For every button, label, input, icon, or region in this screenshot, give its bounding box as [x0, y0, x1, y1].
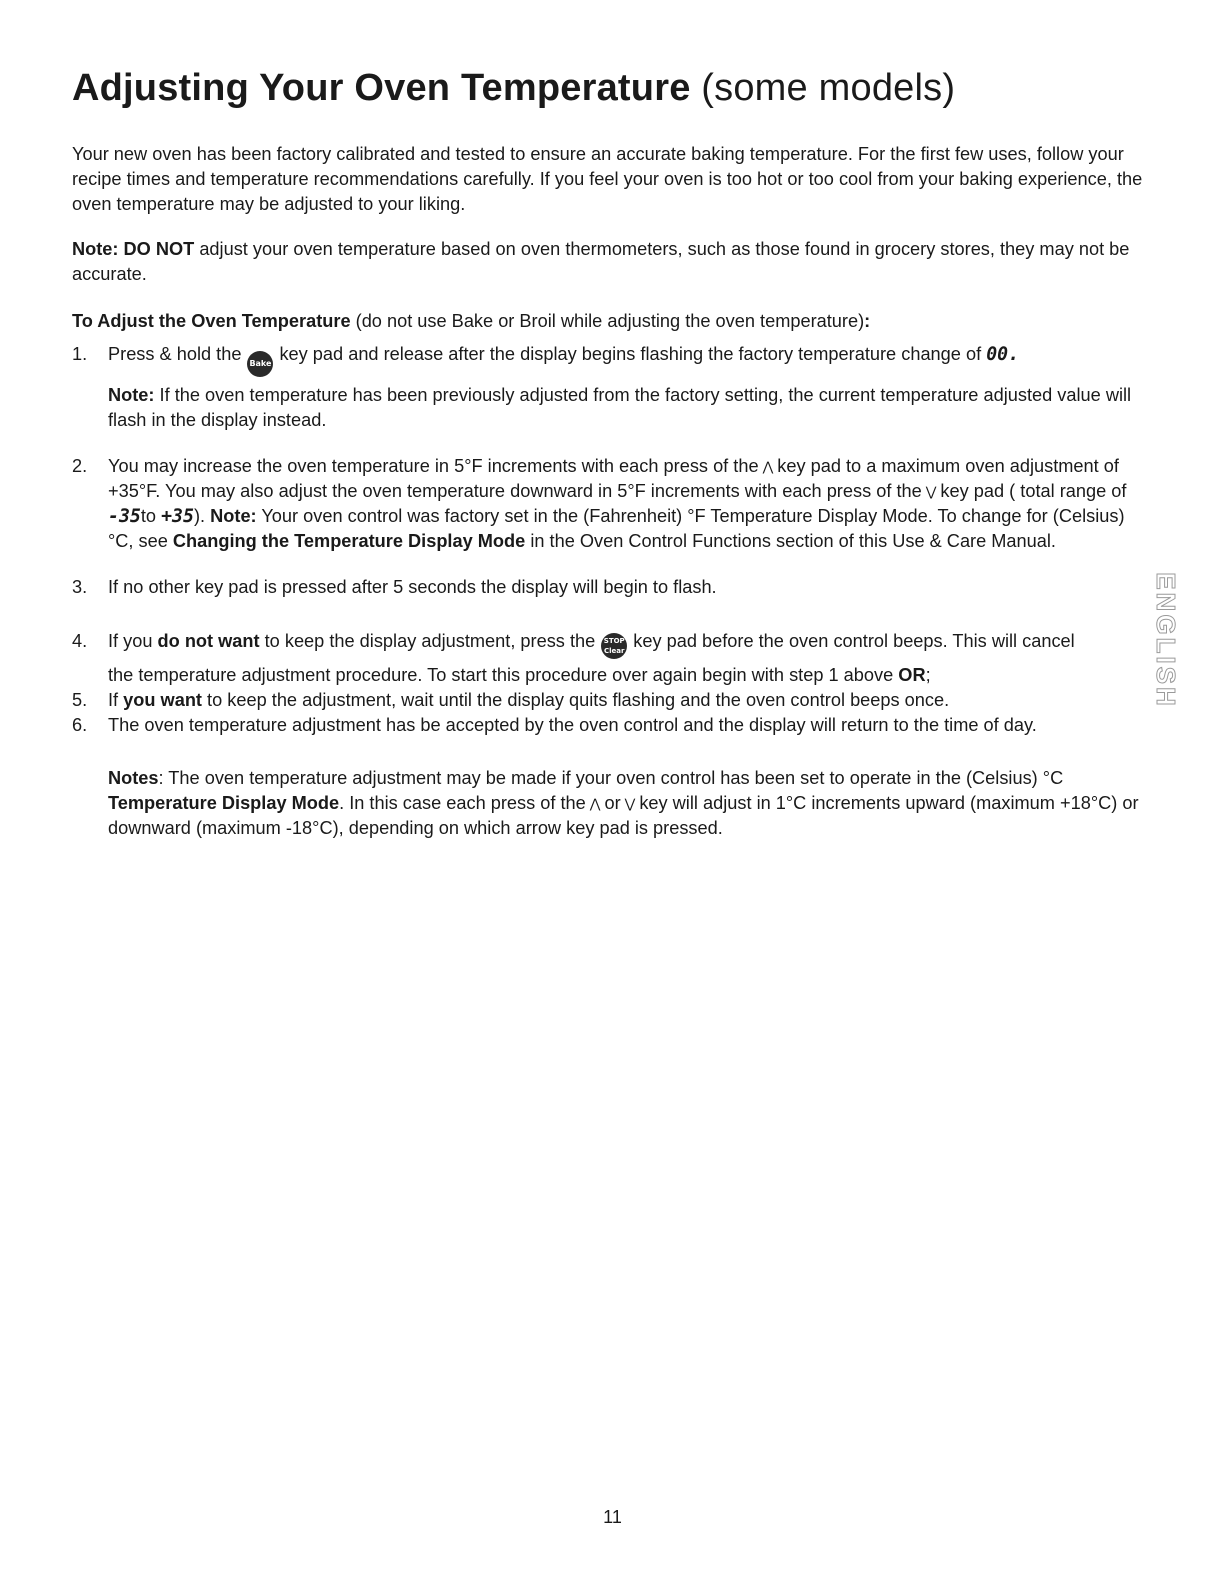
adjust-heading-text: (do not use Bake or Broil while adjusting the oven temperature): [350, 311, 865, 331]
step-number: 4.: [72, 631, 88, 651]
step-1-text-b: key pad and release after the display begins flashing the factory temperature change of: [279, 344, 982, 364]
note-thermometer: [72, 237, 1152, 287]
step-4-or: OR: [898, 665, 926, 685]
notes-label: Notes: [108, 768, 159, 788]
notes-text-b: . In this case each press of the: [339, 793, 586, 813]
step-4-text-a: If you: [108, 631, 153, 651]
range-high: +35: [161, 506, 194, 527]
stop-key-line-1: STOP: [603, 637, 625, 645]
step-4-text-d: the temperature adjustment procedure. To start this procedure over again begin with step 1 above: [108, 665, 894, 685]
step-4-text-c: key pad before the oven control beeps. This will cancel: [633, 631, 1075, 651]
stop-key-line-2: Clear: [604, 647, 625, 655]
step-2-text-d: ).: [193, 506, 206, 526]
step-2-text-e: Your oven control was factory set in the (Fahrenheit) °F Temperature Display Mode. To change for (Celsius) °C, see: [108, 506, 1125, 551]
note-label: Note: DO NOT: [72, 239, 195, 259]
notes-text-a: : The oven temperature adjustment may be made if your oven control has been set to operate in the (Celsius) °C: [158, 768, 1064, 788]
step-5: [72, 688, 1152, 713]
down-arrow-icon: ⋁: [925, 484, 937, 499]
range-to: to: [140, 506, 157, 526]
step-1-note-text: If the oven temperature has been previously adjusted from the factory setting, the current temperature adjusted value will flash in the display instead.: [108, 385, 1132, 430]
range-low: -35: [108, 506, 141, 527]
step-2-text-f: in the Oven Control Functions section of this Use & Care Manual.: [525, 531, 1056, 551]
step-number: 1.: [72, 344, 88, 364]
step-2-note-label: Note:: [210, 506, 257, 526]
adjust-heading-bold: To Adjust the Oven Temperature: [72, 311, 351, 331]
step-2-text-b: key pad to a maximum oven adjustment of +35°F. You may also adjust the oven temperature downward in 5°F increments with each press of the: [108, 456, 1119, 501]
step-5-bold: you want: [123, 690, 202, 710]
display-code: 00.: [986, 344, 1020, 365]
step-1: [72, 342, 1152, 377]
step-number: 3.: [72, 577, 88, 597]
step-number: 5.: [72, 690, 88, 710]
step-4-text-b: to keep the display adjustment, press the: [259, 631, 596, 651]
page-number: 11: [603, 1507, 622, 1527]
page-content: [72, 64, 1152, 841]
title-main: Adjusting Your Oven Temperature: [72, 67, 691, 109]
up-arrow-icon: ⋀: [589, 796, 601, 811]
step-2: [72, 454, 1152, 554]
step-number: 2.: [72, 456, 88, 476]
step-5-text-b: to keep the adjustment, wait until the display quits flashing and the oven control beeps once.: [202, 690, 950, 710]
down-arrow-icon: ⋁: [624, 796, 636, 811]
step-3: [72, 575, 1152, 600]
adjust-heading: [72, 309, 1152, 334]
step-number: 6.: [72, 715, 88, 735]
up-arrow-icon: ⋀: [762, 459, 774, 474]
notes-text-c: or: [604, 793, 621, 813]
step-3-text: If no other key pad is pressed after 5 seconds the display will begin to flash.: [108, 577, 717, 597]
note-text: adjust your oven temperature based on oven thermometers, such as those found in grocery stores, they may not be accurate.: [72, 239, 1130, 284]
step-2-text-a: You may increase the oven temperature in 5°F increments with each press of the: [108, 456, 759, 476]
step-4-text-e: ;: [925, 665, 931, 685]
intro-paragraph: Your new oven has been factory calibrated and tested to ensure an accurate baking temperature. For the first few uses, follow your recipe times and temperature recommendations carefully. If you feel your oven is too hot or too cool from your baking experience, the oven temperature may be adjusted to your liking.: [72, 144, 1143, 214]
step-6: [72, 713, 1152, 738]
step-5-text-a: If: [108, 690, 119, 710]
language-side-tab: [1145, 570, 1185, 710]
step-4-bold: do not want: [157, 631, 260, 651]
step-1-note: [72, 383, 1152, 433]
notes-bold: Temperature Display Mode: [108, 793, 340, 813]
step-4: [72, 629, 1152, 659]
step-4-continued: [72, 663, 1152, 688]
page-title: [72, 64, 1152, 112]
step-2-text-c: key pad ( total range of: [940, 481, 1127, 501]
notes-text-d: key will adjust in 1°C increments upward (maximum +18°C) or downward (maximum -18°C), depending on which arrow key pad is pressed.: [108, 793, 1139, 838]
title-sub: (some models): [701, 67, 956, 109]
bake-key-icon: Bake: [247, 351, 273, 377]
side-tab-label: ENGLISH: [1150, 571, 1181, 709]
stop-clear-key-icon: [601, 633, 627, 659]
notes-paragraph: [72, 766, 1152, 841]
step-1-note-label: Note:: [108, 385, 155, 405]
section-reference: Changing the Temperature Display Mode: [172, 531, 526, 551]
step-6-text: The oven temperature adjustment has be accepted by the oven control and the display will return to the time of day.: [108, 715, 1037, 735]
adjust-heading-colon: :: [864, 311, 871, 331]
step-1-text-a: Press & hold the: [108, 344, 242, 364]
